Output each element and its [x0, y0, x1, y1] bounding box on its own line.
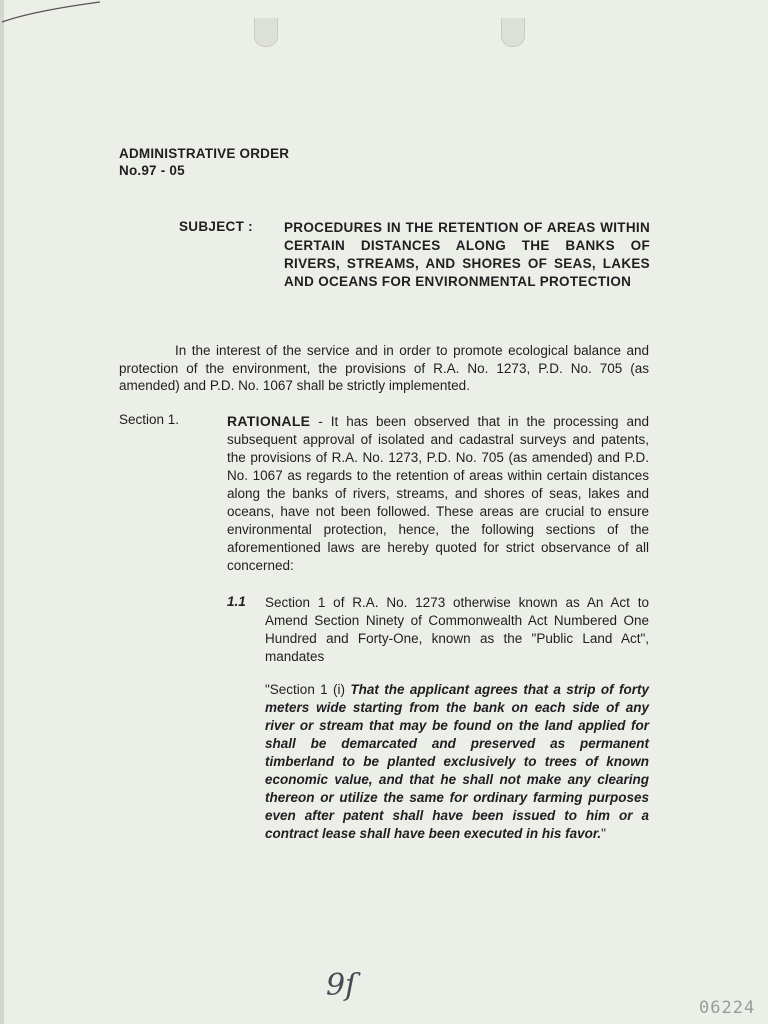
handwritten-page-mark: 9ſ [326, 968, 357, 1003]
subsection-text: Section 1 of R.A. No. 1273 otherwise known as An Act to Amend Section Ninety of Commonwealth Act Numbered One Hundred and Forty-One, known as the "Public Land Act", mandates [265, 595, 649, 664]
quoted-provision [265, 681, 649, 843]
quote-lead: "Section 1 (i) [265, 682, 346, 697]
order-title: ADMINISTRATIVE ORDER [119, 146, 290, 161]
document-header [119, 145, 289, 179]
section-1-body [227, 412, 649, 575]
subsection-number: 1.1 [227, 594, 246, 609]
subject-label: SUBJECT : [179, 219, 253, 234]
quote-body: That the applicant agrees that a strip of forty meters wide starting from the bank on each side of any river or stream that may be found on the land applied for shall be demarcated and preserved as permanent timberland to be planted exclusively to trees of known economic value, and that he shall not make any clearing thereon or utilize the same for ordinary farming purposes even after patent shall have been issued to him or a contract lease shall have been executed in his favor. [265, 682, 649, 841]
section-1-dash: - [310, 414, 331, 429]
quote-close: " [601, 826, 606, 841]
intro-paragraph: In the interest of the service and in order to promote ecological balance and protection of the environment, the provisions of R.A. No. 1273, P.D. No. 705 (as amended) and P.D. No. 1067 shall be strictly implemented. [119, 343, 649, 393]
section-1-label: Section 1. [119, 412, 180, 427]
section-1-title: RATIONALE [227, 413, 311, 429]
subject-text: PROCEDURES IN THE RETENTION OF AREAS WITHIN CERTAIN DISTANCES ALONG THE BANKS OF RIVERS, STREAMS, AND SHORES OF SEAS, LAKES AND OCEANS FOR ENVIRONMENTAL PROTECTION [284, 220, 650, 289]
section-1-text: It has been observed that in the processing and subsequent approval of isolated and cadastral surveys and patents, the provisions of R.A. No. 1273, P.D. No. 705 (as amended) and P.D. No. 1067 as regards to the retention of areas within certain distances along the banks of rivers, streams, and shores of seas, lakes and oceans, have not been followed. These areas are crucial to ensure environmental protection, hence, the following sections of the aforementioned laws are hereby quoted for strict observance of all concerned: [227, 414, 649, 573]
stamp-number: 06224 [699, 998, 756, 1018]
page-edge [0, 0, 4, 1024]
order-number: No.97 - 05 [119, 163, 185, 178]
corner-pen-mark [0, 0, 768, 60]
